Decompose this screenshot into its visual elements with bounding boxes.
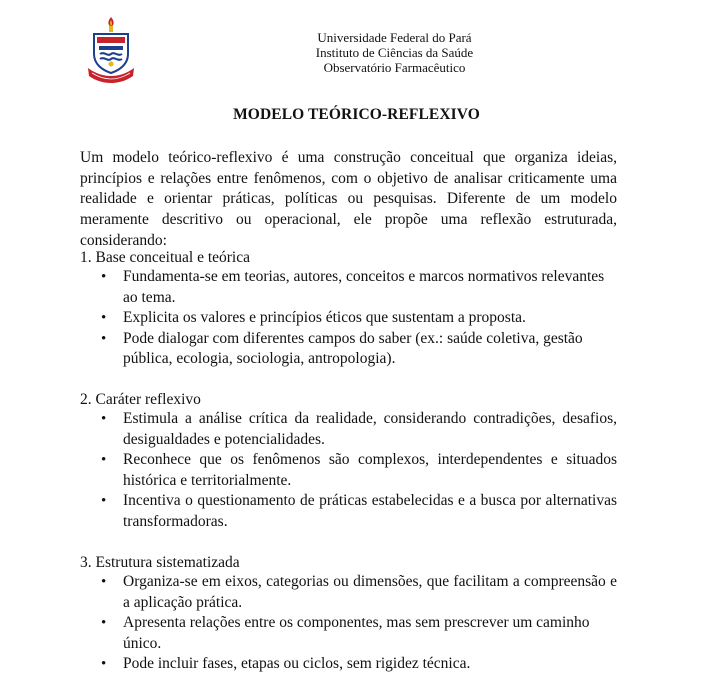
list-item: • Apresenta relações entre os componentes, mas sem prescrever um caminho único. bbox=[101, 614, 590, 652]
section-estrutura-sistematizada bbox=[80, 553, 617, 675]
list-item: • Fundamenta-se em teorias, autores, conceitos e marcos normativos relevantes ao tema. bbox=[101, 268, 605, 306]
institution-university: Universidade Federal do Pará bbox=[317, 30, 472, 45]
section-heading: 2. Caráter reflexivo bbox=[80, 391, 201, 408]
bullet-list bbox=[80, 267, 617, 370]
document-title: MODELO TEÓRICO-REFLEXIVO bbox=[233, 106, 480, 123]
list-item: • Pode incluir fases, etapas ou ciclos, sem rigidez técnica. bbox=[80, 654, 617, 675]
list-item: • Pode dialogar com diferentes campos do saber (ex.: saúde coletiva, gestão pública, ecologia, sociologia, antropologia). bbox=[101, 329, 583, 367]
university-crest-logo bbox=[86, 16, 136, 84]
list-item: • Incentiva o questionamento de práticas estabelecidas e a busca por alternativas transformadoras. bbox=[101, 492, 617, 530]
list-item: • Explicita os valores e princípios éticos que sustentam a proposta. bbox=[80, 308, 617, 329]
bullet-list bbox=[80, 409, 617, 532]
bullet-list bbox=[80, 572, 617, 675]
bullet-icon: • bbox=[101, 574, 107, 590]
list-item: • Estimula a análise crítica da realidade, considerando contradições, desafios, desigualdades e potencialidades. bbox=[101, 410, 617, 448]
bullet-icon: • bbox=[101, 269, 107, 285]
bullet-icon: • bbox=[101, 656, 107, 672]
section-base-conceitual bbox=[80, 248, 617, 370]
bullet-icon: • bbox=[101, 615, 107, 631]
bullet-icon: • bbox=[101, 411, 107, 427]
section-heading: 3. Estrutura sistematizada bbox=[80, 554, 240, 571]
bullet-icon: • bbox=[101, 452, 107, 468]
bullet-icon: • bbox=[101, 493, 107, 509]
institution-header bbox=[300, 30, 489, 75]
institution-institute: Instituto de Ciências da Saúde bbox=[315, 45, 474, 60]
bullet-icon: • bbox=[101, 310, 107, 326]
intro-text: Um modelo teórico-reflexivo é uma construção conceitual que organiza ideias, princípios e relações entre fenômenos, com o objetivo de analisar criticamente uma realidade e orientar práticas, políticas ou pesquisas. Diferente de um modelo meramente descritivo ou operacional, ele propõe uma reflexão estruturada, considerando: bbox=[80, 149, 617, 249]
institution-observatory: Observatório Farmacêutico bbox=[323, 60, 466, 75]
list-item: • Organiza-se em eixos, categorias ou dimensões, que facilitam a compreensão e a aplicação prática. bbox=[101, 573, 617, 611]
section-carater-reflexivo bbox=[80, 390, 617, 532]
bullet-icon: • bbox=[101, 330, 107, 347]
section-heading: 1. Base conceitual e teórica bbox=[80, 249, 250, 266]
intro-paragraph bbox=[80, 148, 617, 252]
list-item: • Reconhece que os fenômenos são complexos, interdependentes e situados histórica e territorialmente. bbox=[101, 451, 617, 489]
